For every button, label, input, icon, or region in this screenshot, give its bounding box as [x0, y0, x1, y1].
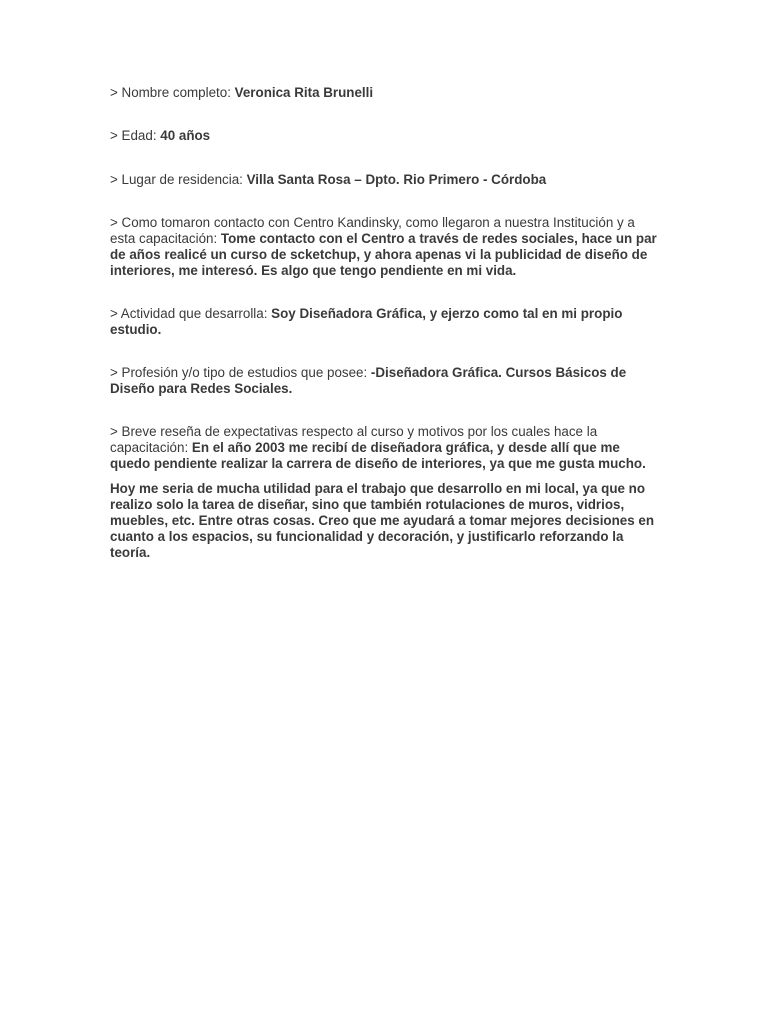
field-value: Veronica Rita Brunelli	[234, 85, 374, 100]
field-value: Soy Diseñadora Gráfica, y ejerzo como tal en mi propio estudio.	[110, 306, 623, 337]
field-profession	[110, 365, 662, 397]
field-residence	[110, 172, 662, 188]
field-value: Villa Santa Rosa – Dpto. Rio Primero - Córdoba	[246, 172, 547, 187]
field-label: > Breve reseña de expectativas respecto al curso y motivos por los cuales hace la capacitación:	[110, 424, 598, 455]
field-label: > Actividad que desarrolla:	[110, 306, 272, 321]
field-expectations	[110, 424, 662, 472]
field-value: Tome contacto con el Centro a través de redes sociales, hace un par de años realicé un curso de scketchup, y ahora apenas vi la publicidad de diseño de interiores, me interesó. Es algo que tengo pendiente en mi vida.	[110, 231, 657, 278]
field-age	[110, 128, 662, 144]
field-value: En el año 2003 me recibí de diseñadora gráfica, y desde allí que me quedo pendiente realizar la carrera de diseño de interiores, ya que me gusta mucho.	[110, 440, 646, 471]
field-label: > Como tomaron contacto con Centro Kandinsky, como llegaron a nuestra Institución y a esta capacitación:	[110, 215, 635, 246]
field-label: > Edad:	[110, 128, 161, 143]
field-value: 40 años	[160, 128, 211, 143]
field-contact	[110, 215, 662, 279]
extra-paragraph: Hoy me seria de mucha utilidad para el trabajo que desarrollo en mi local, ya que no realizo solo la tarea de diseñar, sino que también rotulaciones de muros, vidrios, muebles, etc. Entre otras cosas. Creo que me ayudará a tomar mejores decisiones en cuanto a los espacios, su funcionalidad y decoración, y justificarlo reforzando la teoría.	[110, 481, 655, 560]
field-activity	[110, 306, 662, 338]
field-full-name	[110, 85, 662, 101]
field-label: > Lugar de residencia:	[110, 172, 247, 187]
document-page	[110, 85, 662, 561]
field-label: > Nombre completo:	[110, 85, 235, 100]
field-label: > Profesión y/o tipo de estudios que posee:	[110, 365, 371, 380]
field-value: -Diseñadora Gráfica. Cursos Básicos de Diseño para Redes Sociales.	[110, 365, 627, 396]
